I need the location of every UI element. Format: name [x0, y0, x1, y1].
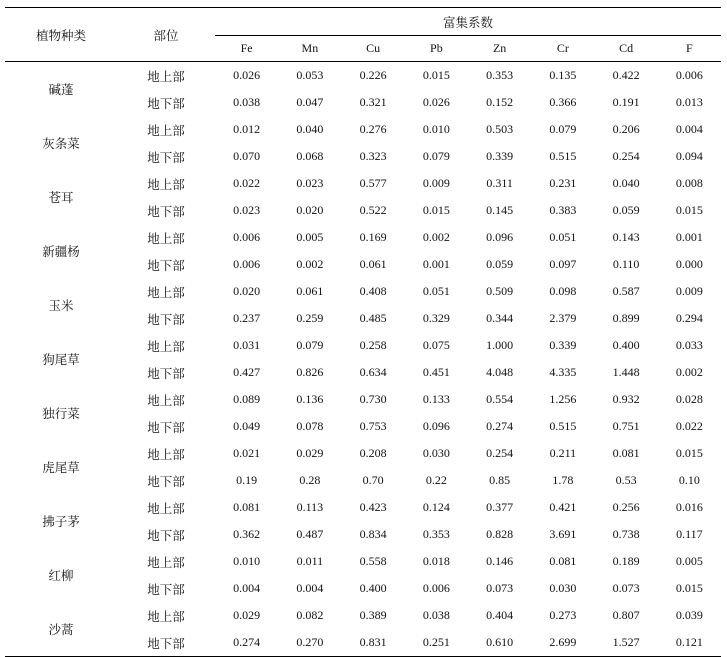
value-cell-fe: 0.049 [233, 419, 261, 433]
value-cell-pb: 0.009 [422, 176, 450, 190]
value-cell-mn: 0.28 [299, 473, 321, 487]
value-cell-f: 0.039 [675, 608, 703, 622]
value-cell-fe: 0.038 [233, 95, 261, 109]
value-cell-cr: 0.366 [549, 95, 577, 109]
value-cell-zn: 0.145 [486, 203, 514, 217]
value-cell-mn: 0.136 [296, 392, 324, 406]
value-cell-mn: 0.082 [296, 608, 324, 622]
value-cell-mn: 0.053 [296, 68, 324, 82]
part-cell: 地上部 [147, 446, 185, 462]
part-cell: 地下部 [147, 257, 185, 273]
value-cell-zn: 0.146 [486, 554, 514, 568]
value-cell-cd: 0.400 [612, 338, 640, 352]
value-cell-cd: 0.738 [612, 527, 640, 541]
plant-name-cell: 沙蒿 [5, 602, 117, 657]
plant-name-cell: 新疆杨 [42, 244, 80, 259]
part-cell: 地下部 [147, 149, 185, 165]
value-cell-mn: 0.259 [296, 311, 324, 325]
value-cell-f: 0.117 [676, 527, 703, 541]
value-cell-pb: 0.015 [422, 203, 450, 217]
value-cell-cr: 2.379 [549, 311, 577, 325]
header-element-cr: Cr [531, 36, 594, 62]
value-cell-f: 0.121 [658, 629, 721, 657]
part-cell: 地上部 [147, 176, 185, 192]
value-cell-mn: 0.023 [296, 176, 324, 190]
value-cell-cu: 0.423 [359, 500, 387, 514]
value-cell-cr: 0.515 [549, 149, 577, 163]
value-cell-cr: 0.339 [549, 338, 577, 352]
value-cell-zn: 0.311 [486, 176, 513, 190]
table-row [5, 62, 721, 90]
value-cell-cr: 0.051 [549, 230, 577, 244]
value-cell-pb: 0.22 [425, 473, 447, 487]
part-cell: 地下部 [147, 473, 185, 489]
value-cell-f: 0.005 [675, 554, 703, 568]
value-cell-zn: 0.353 [486, 68, 514, 82]
plant-name-cell: 独行菜 [42, 406, 80, 421]
value-cell-zn: 0.377 [486, 500, 514, 514]
value-cell-f: 0.001 [675, 230, 703, 244]
part-cell: 地上部 [147, 338, 185, 354]
value-cell-pb: 0.006 [422, 581, 450, 595]
value-cell-cd: 0.807 [612, 608, 640, 622]
part-cell: 地上部 [147, 554, 185, 570]
value-cell-mn: 0.002 [296, 257, 324, 271]
value-cell-zn: 0.059 [486, 257, 514, 271]
value-cell-cu: 0.70 [362, 473, 384, 487]
part-cell: 地上部 [147, 284, 185, 300]
value-cell-cd: 0.189 [612, 554, 640, 568]
value-cell-cu: 0.389 [359, 608, 387, 622]
value-cell-cu: 0.522 [359, 203, 387, 217]
value-cell-cu: 0.321 [359, 95, 387, 109]
value-cell-pb: 0.018 [422, 554, 450, 568]
enrichment-coefficient-table [5, 7, 721, 657]
header-part: 部位 [117, 8, 215, 62]
value-cell-f: 0.016 [675, 500, 703, 514]
value-cell-cd: 0.073 [612, 581, 640, 595]
value-cell-zn: 1.000 [486, 338, 514, 352]
value-cell-fe: 0.021 [233, 446, 261, 460]
value-cell-cu: 0.558 [359, 554, 387, 568]
part-cell: 地下部 [117, 629, 215, 657]
value-cell-f: 0.022 [675, 419, 703, 433]
value-cell-fe: 0.022 [233, 176, 261, 190]
value-cell-zn: 0.828 [486, 527, 514, 541]
value-cell-cr: 2.699 [531, 629, 594, 657]
value-cell-cd: 0.040 [612, 176, 640, 190]
value-cell-cr: 0.081 [549, 554, 577, 568]
value-cell-cd: 0.587 [612, 284, 640, 298]
value-cell-zn: 4.048 [486, 365, 514, 379]
part-cell: 地上部 [147, 608, 185, 624]
value-cell-pb: 0.329 [422, 311, 450, 325]
value-cell-f: 0.015 [675, 581, 703, 595]
value-cell-cd: 0.899 [612, 311, 640, 325]
value-cell-mn: 0.029 [296, 446, 324, 460]
value-cell-fe: 0.19 [236, 473, 258, 487]
value-cell-pb: 0.038 [422, 608, 450, 622]
value-cell-f: 0.006 [675, 68, 703, 82]
header-element-fe: Fe [215, 36, 278, 62]
value-cell-cd: 0.059 [612, 203, 640, 217]
value-cell-zn: 0.254 [486, 446, 514, 460]
value-cell-fe: 0.031 [233, 338, 261, 352]
value-cell-mn: 0.061 [296, 284, 324, 298]
value-cell-mn: 0.270 [278, 629, 341, 657]
value-cell-fe: 0.237 [233, 311, 261, 325]
table-row [5, 278, 721, 305]
value-cell-cu: 0.730 [359, 392, 387, 406]
value-cell-fe: 0.010 [233, 554, 261, 568]
part-cell: 地下部 [147, 311, 185, 327]
header-element-cu: Cu [342, 36, 405, 62]
value-cell-mn: 0.005 [296, 230, 324, 244]
value-cell-pb: 0.451 [422, 365, 450, 379]
value-cell-f: 0.10 [678, 473, 700, 487]
part-cell: 地下部 [147, 419, 185, 435]
value-cell-zn: 0.404 [486, 608, 514, 622]
value-cell-zn: 0.610 [468, 629, 531, 657]
value-cell-cd: 0.110 [612, 257, 640, 271]
part-cell: 地下部 [147, 203, 185, 219]
value-cell-zn: 0.073 [486, 581, 514, 595]
header-element-mn: Mn [278, 36, 341, 62]
value-cell-cu: 0.577 [359, 176, 387, 190]
value-cell-f: 0.015 [675, 203, 703, 217]
table-row [5, 224, 721, 251]
value-cell-mn: 0.113 [296, 500, 324, 514]
table-row [5, 116, 721, 143]
value-cell-mn: 0.047 [296, 95, 324, 109]
value-cell-cd: 0.751 [612, 419, 640, 433]
value-cell-mn: 0.040 [296, 122, 324, 136]
value-cell-cd: 0.143 [612, 230, 640, 244]
value-cell-f: 0.294 [675, 311, 703, 325]
value-cell-cr: 0.030 [549, 581, 577, 595]
value-cell-cd: 0.081 [612, 446, 640, 460]
value-cell-fe: 0.012 [233, 122, 261, 136]
value-cell-f: 0.028 [675, 392, 703, 406]
part-cell: 地下部 [147, 95, 185, 111]
value-cell-pb: 0.251 [405, 629, 468, 657]
value-cell-cd: 0.191 [612, 95, 640, 109]
value-cell-pb: 0.030 [422, 446, 450, 460]
table-row [5, 494, 721, 521]
value-cell-pb: 0.353 [422, 527, 450, 541]
value-cell-cu: 0.753 [359, 419, 387, 433]
value-cell-pb: 0.079 [422, 149, 450, 163]
value-cell-fe: 0.029 [233, 608, 261, 622]
value-cell-cu: 0.208 [359, 446, 387, 460]
value-cell-pb: 0.096 [422, 419, 450, 433]
value-cell-cu: 0.323 [359, 149, 387, 163]
value-cell-pb: 0.001 [422, 257, 450, 271]
value-cell-cu: 0.834 [359, 527, 387, 541]
value-cell-fe: 0.089 [233, 392, 261, 406]
value-cell-zn: 0.503 [486, 122, 514, 136]
value-cell-fe: 0.026 [233, 68, 261, 82]
value-cell-zn: 0.274 [486, 419, 514, 433]
value-cell-mn: 0.020 [296, 203, 324, 217]
value-cell-fe: 0.006 [233, 230, 261, 244]
value-cell-cr: 4.335 [549, 365, 577, 379]
value-cell-f: 0.094 [675, 149, 703, 163]
value-cell-fe: 0.006 [233, 257, 261, 271]
value-cell-pb: 0.051 [422, 284, 450, 298]
value-cell-cr: 0.273 [549, 608, 577, 622]
value-cell-pb: 0.010 [422, 122, 450, 136]
value-cell-pb: 0.015 [422, 68, 450, 82]
value-cell-zn: 0.85 [489, 473, 511, 487]
value-cell-fe: 0.004 [233, 581, 261, 595]
value-cell-pb: 0.002 [422, 230, 450, 244]
value-cell-pb: 0.075 [422, 338, 450, 352]
value-cell-cu: 0.169 [359, 230, 387, 244]
value-cell-cu: 0.408 [359, 284, 387, 298]
value-cell-zn: 0.509 [486, 284, 514, 298]
value-cell-mn: 0.011 [296, 554, 324, 568]
plant-name-cell: 碱蓬 [48, 82, 74, 97]
value-cell-cu: 0.258 [359, 338, 387, 352]
plant-name-cell: 红柳 [48, 568, 74, 583]
value-cell-cd: 0.254 [612, 149, 640, 163]
value-cell-cr: 0.211 [549, 446, 577, 460]
value-cell-cr: 0.098 [549, 284, 577, 298]
value-cell-cd: 0.932 [612, 392, 640, 406]
value-cell-cr: 0.079 [549, 122, 577, 136]
value-cell-cr: 0.383 [549, 203, 577, 217]
part-cell: 地下部 [147, 581, 185, 597]
header-element-f: F [658, 36, 721, 62]
part-cell: 地上部 [147, 122, 185, 138]
value-cell-cu: 0.485 [359, 311, 387, 325]
plant-name-cell: 玉米 [48, 298, 74, 313]
value-cell-mn: 0.068 [296, 149, 324, 163]
header-element-pb: Pb [405, 36, 468, 62]
value-cell-mn: 0.826 [296, 365, 324, 379]
value-cell-cr: 3.691 [549, 527, 577, 541]
plant-name-cell: 拂子茅 [42, 514, 80, 529]
value-cell-mn: 0.078 [296, 419, 324, 433]
value-cell-fe: 0.362 [233, 527, 261, 541]
value-cell-cu: 0.226 [359, 68, 387, 82]
value-cell-f: 0.013 [675, 95, 703, 109]
part-cell: 地下部 [147, 527, 185, 543]
value-cell-cd: 1.448 [612, 365, 640, 379]
value-cell-zn: 0.096 [486, 230, 514, 244]
value-cell-zn: 0.152 [486, 95, 514, 109]
plant-name-cell: 虎尾草 [42, 460, 80, 475]
value-cell-f: 0.015 [675, 446, 703, 460]
table-row [5, 170, 721, 197]
value-cell-cr: 0.421 [549, 500, 577, 514]
value-cell-cd: 0.206 [612, 122, 640, 136]
value-cell-f: 0.002 [675, 365, 703, 379]
value-cell-cr: 0.231 [549, 176, 577, 190]
value-cell-cu: 0.400 [359, 581, 387, 595]
header-plant-species: 植物种类 [5, 8, 117, 62]
value-cell-cu: 0.276 [359, 122, 387, 136]
value-cell-f: 0.033 [675, 338, 703, 352]
plant-name-cell: 苍耳 [48, 190, 74, 205]
value-cell-zn: 0.554 [486, 392, 514, 406]
table-row [5, 602, 721, 629]
value-cell-pb: 0.026 [422, 95, 450, 109]
value-cell-cu: 0.831 [342, 629, 405, 657]
value-cell-f: 0.000 [675, 257, 703, 271]
value-cell-pb: 0.124 [422, 500, 450, 514]
value-cell-cu: 0.061 [359, 257, 387, 271]
plant-name-cell: 灰条菜 [42, 136, 80, 151]
value-cell-cr: 0.515 [549, 419, 577, 433]
header-element-cd: Cd [595, 36, 658, 62]
value-cell-cr: 1.78 [552, 473, 574, 487]
table-body [5, 62, 721, 657]
value-cell-fe: 0.274 [215, 629, 278, 657]
header-element-zn: Zn [468, 36, 531, 62]
value-cell-zn: 0.344 [486, 311, 514, 325]
value-cell-mn: 0.079 [296, 338, 324, 352]
value-cell-cr: 0.097 [549, 257, 577, 271]
value-cell-cu: 0.634 [359, 365, 387, 379]
value-cell-fe: 0.023 [233, 203, 261, 217]
part-cell: 地上部 [147, 68, 185, 84]
value-cell-mn: 0.004 [296, 581, 324, 595]
value-cell-fe: 0.070 [233, 149, 261, 163]
value-cell-fe: 0.427 [233, 365, 261, 379]
value-cell-cr: 0.135 [549, 68, 577, 82]
table-row [5, 332, 721, 359]
value-cell-pb: 0.133 [422, 392, 450, 406]
value-cell-cd: 0.422 [612, 68, 640, 82]
part-cell: 地上部 [147, 230, 185, 246]
part-cell: 地上部 [147, 500, 185, 516]
part-cell: 地上部 [147, 392, 185, 408]
value-cell-cd: 0.53 [615, 473, 637, 487]
value-cell-fe: 0.081 [233, 500, 261, 514]
value-cell-zn: 0.339 [486, 149, 514, 163]
plant-name-cell: 狗尾草 [42, 352, 80, 367]
table-row [5, 548, 721, 575]
table-row [5, 386, 721, 413]
part-cell: 地下部 [147, 365, 185, 381]
value-cell-f: 0.008 [675, 176, 703, 190]
value-cell-mn: 0.487 [296, 527, 324, 541]
table-row [5, 440, 721, 467]
header-enrichment-coefficient: 富集系数 [215, 8, 721, 36]
value-cell-fe: 0.020 [233, 284, 261, 298]
value-cell-f: 0.009 [675, 284, 703, 298]
value-cell-cd: 0.256 [612, 500, 640, 514]
value-cell-cd: 1.527 [595, 629, 658, 657]
value-cell-cr: 1.256 [549, 392, 577, 406]
value-cell-f: 0.004 [675, 122, 703, 136]
